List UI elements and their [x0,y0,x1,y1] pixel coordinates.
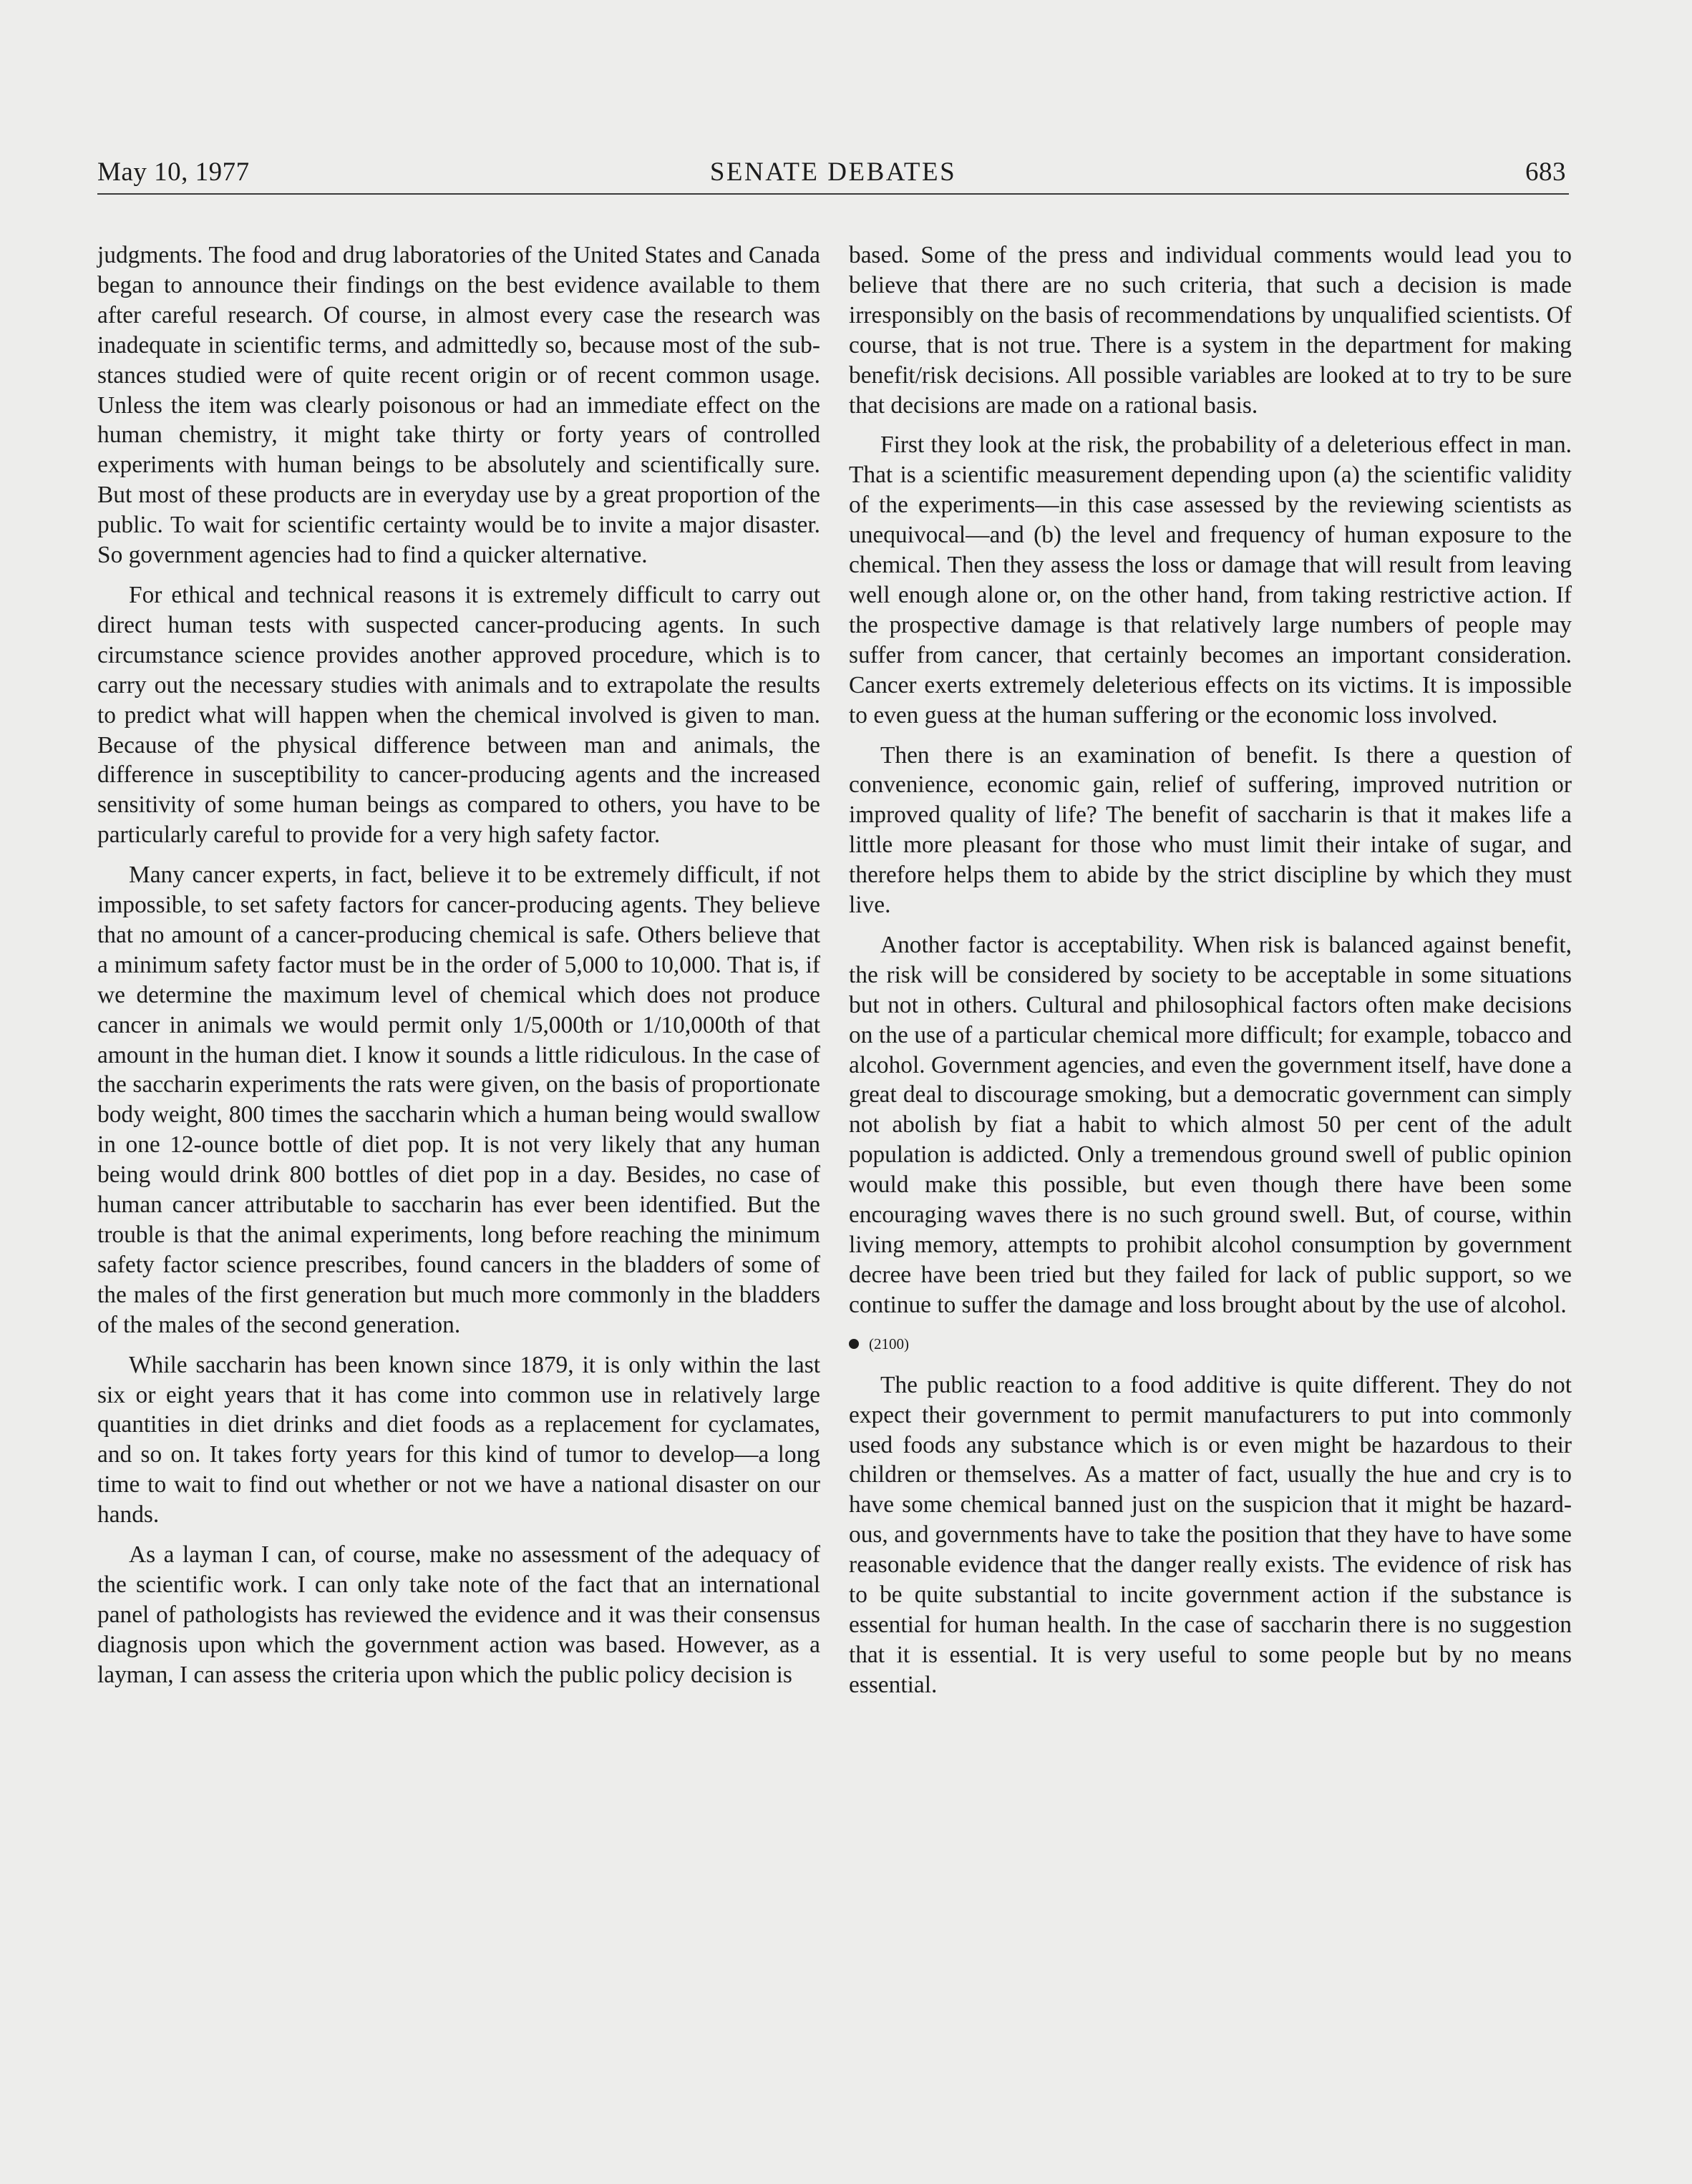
paragraph: Then there is an examination of benefit. Is there a question of convenience, economic gain, relief of suffering, improved nutrition or improved quality of life? The benefit of saccharin is that it makes life a little more pleasant for those who must limit their intake of sugar, and therefore helps them to abide by the strict discipline by which they must live. [849,741,1572,919]
paragraph: For ethical and technical reasons it is extremely difficult to carry out direct human tests with suspected cancer-producing agents. In such circumstance science provides another approved procedure, which is to carry out the necessary studies with animals and to extrapolate the results to predict what will happen when the chemical involved is given to man. Because of the physical difference between man and animals, the difference in susceptibility to cancer-producing agents and the increased sensitivity of some human beings as compared to others, you have to be particularly careful to provide for a very high safety factor. [97,581,820,849]
paragraph: Another factor is acceptability. When risk is balanced against benefit, the risk will be considered by society to be acceptable in some situations but not in others. Cultural and philosophical factors often make decisions on the use of a particular chemical more difficult; for example, tobacco and alcohol. Government agencies, and even the government itself, have done a great deal to discourage smoking, but a democratic government can simply not abolish by fiat a habit to which almost 50 per cent of the adult population is addicted. Only a tremendous ground swell of public opinion would make this possible, but even though there have been some encouraging waves there is no such ground swell. But, of course, within living memory, attempts to prohibit alcohol consumption by government decree have been tried but they failed for lack of public support, so we continue to suffer the damage and loss brought about by the use of alcohol. [849,931,1572,1318]
paragraph: First they look at the risk, the probability of a deleterious effect in man. That is a scientific measurement depending upon (a) the scientific validity of the experiments—in this case assessed by the reviewing scientists as unequivocal—and (b) the level and frequency of human exposure to the chemical. Then they assess the loss or damage that will result from leaving well enough alone or, on the other hand, from taking restrictive action. If the prospective damage is that relatively large numbers of people may suffer from cancer, that certainly becomes an important consideration. Cancer exerts extremely deleterious effects on its victims. It is impossible to even guess at the human suffering or the economic loss involved. [849,432,1572,728]
right-column [849,240,1572,1710]
time-stamp-label: (2100) [869,1335,909,1352]
left-column [97,240,820,1700]
paragraph: Many cancer experts, in fact, believe it to be extremely difficult, if not impossible, to set safety factors for cancer-producing agents. They believe that no amount of a cancer-producing chemical is safe. Others believe that a minimum safety factor must be in the order of 5,000 to 10,000. That is, if we determine the maximum level of chemical which does not produce cancer in animals we would permit only 1/5,000th or 1/10,000th of that amount in the human diet. I know it sounds a little ridiculous. In the case of the saccharin experiments the rats were given, on the basis of proportionate body weight, 800 times the saccharin which a human being would swallow in one 12-ounce bottle of diet pop. It is not very likely that any human being would drink 800 bottles of diet pop in a day. Besides, no case of human cancer attributable to saccharin has ever been identified. But the trouble is that the animal experiments, long before reaching the minimum safety factor science prescribes, found cancers in the bladders of some of the males of the first generation but much more commonly in the bladders of the males of the second generation. [97,862,820,1338]
header-title: SENATE DEBATES [709,157,957,187]
paragraph: While saccharin has been known since 1879, it is only within the last six or eight years that it has come into common use in relatively large quantities in diet drinks and diet foods as a replacement for cyclamates, and so on. It takes forty years for this kind of tumor to develop—a long time to wait to find out whether or not we have a national disaster on our hands. [97,1351,820,1529]
paragraph: judgments. The food and drug laboratories of the United States and Canada began to announce their findings on the best evidence available to them after careful research. Of course, in almost every case the research was inadequate in scientific terms, and admittedly so, because most of the substances studied were of quite recent origin or of recent common usage. Unless the item was clearly poisonous or had an immediate effect on the human chemistry, it might take thirty or forty years of controlled experiments with human beings to be absolutely and scientifically sure. But most of these products are in everyday use by a great proportion of the public. To wait for scientific certainty would be to invite a major disaster. So government agencies had to find a quicker alternative. [97,242,820,569]
bullet-icon [849,1339,859,1349]
time-stamp [849,1333,1572,1355]
paragraph: based. Some of the press and individual comments would lead you to believe that there are no such criteria, that such a decision is made irresponsibly on the basis of recommendations by unqualified scientists. Of course, that is not true. There is a system in the department for making benefit/risk decisions. All possible variables are looked at to try to be sure that decisions are made on a rational basis. [849,242,1572,419]
header-date: May 10, 1977 [97,157,250,187]
header-page-number: 683 [1525,157,1566,187]
paragraph: The public reaction to a food additive is quite different. They do not expect their government to permit manufacturers to put into commonly used foods any substance which is or even might be hazardous to their children or themselves. As a matter of fact, usually the hue and cry is to have some chemical banned just on the suspicion that it might be hazardous, and governments have to take the position that they have to have some reasonable evidence that the danger really exists. The evidence of risk has to be quite substantial to incite government action if the substance is essential for human health. In the case of saccharin there is no suggestion that it is essential. It is very useful to some people but by no means essential. [849,1371,1572,1698]
page-header [97,156,1569,195]
paragraph: As a layman I can, of course, make no assessment of the adequacy of the scientific work. I can only take note of the fact that an international panel of pathologists has reviewed the evidence and it was their consensus diagnosis upon which the government action was based. However, as a layman, I can assess the criteria upon which the public policy decision is [97,1541,820,1688]
